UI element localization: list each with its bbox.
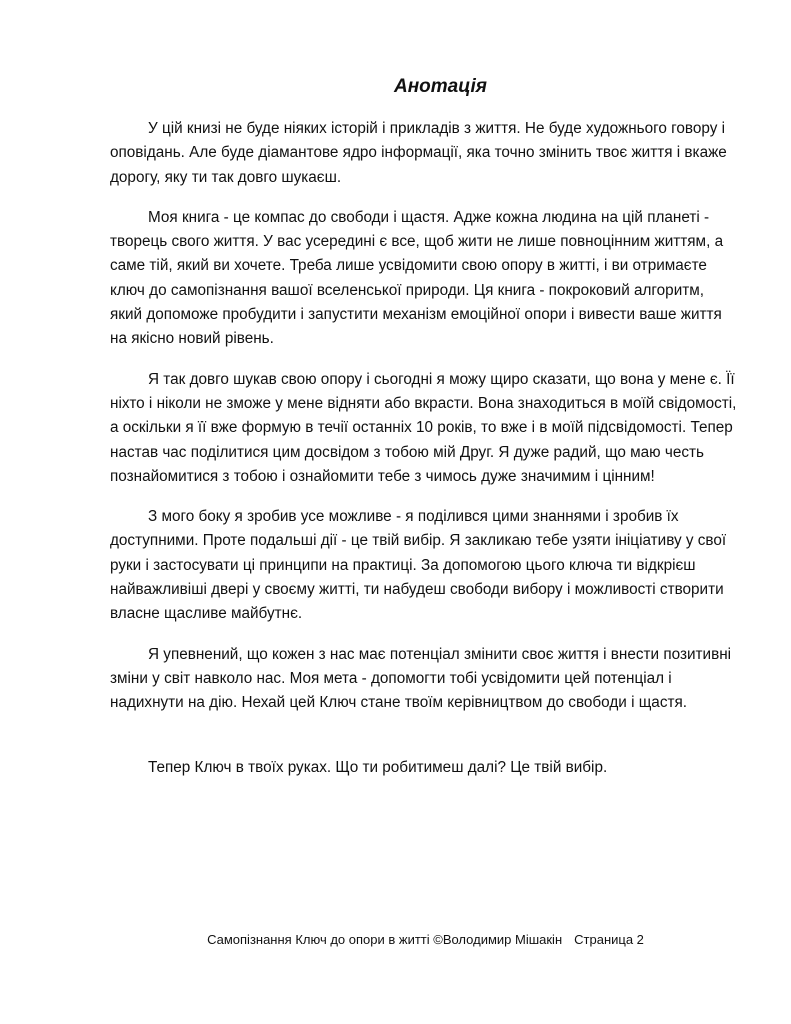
paragraph-1: У цій книзі не буде ніяких історій і прикладів з життя. Не буде художнього говору і оповідань. Але буде діамантове ядро інформації, яка точно змінить твоє життя і вкаже дорогу, яку ти так довго шукаєш. xyxy=(110,120,727,186)
page-number: Страница 2 xyxy=(574,932,644,947)
footer-text: Самопізнання Ключ до опори в житті ©Володимир Мішакін xyxy=(207,932,563,947)
paragraph-2: Моя книга - це компас до свободи і щастя. Адже кожна людина на цій планеті - творець свого життя. У вас усередині є все, щоб жити не лише повноцінним життям, а саме тій, який ви хочете. Треба лише усвідомити свою опору в житті, і ви отримаєте ключ до самопізнання вашої вселенської природи. Ця книга - покроковий алгоритм, який допоможе пробудити і запустити механізм емоційної опори і вивести ваше життя на якісно новий рівень. xyxy=(110,208,724,348)
page-title: Анотація xyxy=(393,76,487,97)
paragraph-3: Я так довго шукав свою опору і сьогодні я можу щиро сказати, що вона у мене є. Її ніхто і ніколи не зможе у мене відняти або вкрасти. Вона знаходиться в моїй свідомості, а оскільки я її вже формую в течії останніх 10 років, то вже і в моїй підсвідомості. Тепер настав час поділитися цим досвідом з тобою мій Друг. Я дуже радий, що маю честь познайомитися з тобою і ознайомити тебе з чимось дуже значимим і цінним! xyxy=(110,370,737,485)
paragraph-4: З мого боку я зробив усе можливе - я поділився цими знаннями і зробив їх доступними. Проте подальші дії - це твій вибір. Я закликаю тебе узяти ініціативу у свої руки і застосувати ці принципи на практиці. За допомогою цього ключа ти відкрієш найважливіші двері у своєму житті, ти набудеш свободи вибору і можливості створити власне щасливе майбутнє. xyxy=(110,508,727,623)
annotation-body xyxy=(110,117,740,796)
paragraph-6: Тепер Ключ в твоїх руках. Що ти робитимеш далі? Це твій вибір. xyxy=(148,758,608,776)
page-footer xyxy=(0,930,791,950)
paragraph-5: Я упевнений, що кожен з нас має потенціал змінити своє життя і внести позитивні зміни у світ навколо нас. Моя мета - допомогти тобі усвідомити цей потенціал і надихнути на дію. Нехай цей Ключ стане твоїм керівництвом до свободи і щастя. xyxy=(110,645,732,712)
